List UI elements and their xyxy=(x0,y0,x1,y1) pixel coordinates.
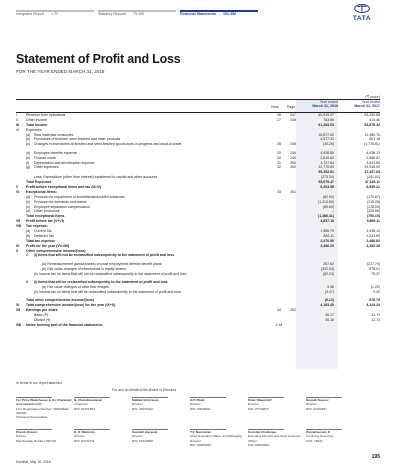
row-current-year: 55,352.81 xyxy=(318,170,334,175)
row-description: Total Income xyxy=(26,122,48,127)
row-note: 29 xyxy=(277,150,281,155)
row-description: Provision for impairment of investments/doubtful advances xyxy=(34,194,125,199)
row-current-year: 2,810.62 xyxy=(320,155,334,160)
row-description: Other provisions xyxy=(34,209,60,214)
row-description: Total other comprehensive income/(loss) xyxy=(26,298,95,303)
nav-item-financial-statements[interactable]: Financial Statements 191-356 xyxy=(180,12,237,16)
signatory xyxy=(306,398,362,411)
signatory-line2: Chief Executive Officer and Managing Director xyxy=(190,434,242,443)
row-note: 26 xyxy=(277,113,281,117)
signatory xyxy=(132,398,188,411)
signatory-line2: Director xyxy=(248,402,259,407)
row-previous-year: (1,778.51) xyxy=(364,142,380,147)
row-current-year: 35.17 xyxy=(325,312,334,317)
row-description: (a) Fair value changes of cash flow hedges xyxy=(42,284,109,289)
place-date: Mumbai, May 16, 2018 xyxy=(16,460,51,464)
row-current-year: 16,577.62 xyxy=(318,132,334,137)
row-number: X xyxy=(16,248,19,253)
row-number: IX xyxy=(16,243,20,248)
signatory-name: Pramit Jhaveri xyxy=(16,430,38,434)
row-current-year: (40.26) xyxy=(322,142,334,147)
row-current-year: 1,588.79 xyxy=(320,228,334,233)
row-description: Basic (₹) xyxy=(34,312,49,317)
row-previous-year: (115.28) xyxy=(367,199,380,204)
row-current-year: – xyxy=(332,209,334,214)
row-current-year: 4,163.45 xyxy=(320,303,334,308)
row-previous-year: 4,636.13 xyxy=(366,150,380,155)
row-current-year: 4,928.85 xyxy=(320,150,334,155)
row-page: 252 xyxy=(290,307,296,312)
row-sub-label: (g) xyxy=(26,165,31,170)
row-description: Other income xyxy=(26,117,48,122)
row-number: VI xyxy=(16,189,20,194)
row-sub-label: B xyxy=(26,280,29,284)
signatory xyxy=(16,398,72,419)
row-description: Employee separation compensation xyxy=(34,204,90,209)
column-header-note: Note xyxy=(271,105,279,109)
signatory-role: Membership Number 062700 xyxy=(16,438,57,443)
row-description: Total Expenses xyxy=(26,180,52,185)
row-description: (i) Items that will not be reclassified subsequently to the statement of profit and loss xyxy=(34,253,175,258)
row-note: 27 xyxy=(277,117,281,122)
statement-table xyxy=(16,113,380,328)
row-previous-year: 47,116.11 xyxy=(364,180,380,185)
row-number: III xyxy=(16,122,19,127)
row-description: Expenses: xyxy=(26,127,43,132)
row-number: I xyxy=(16,113,17,117)
row-previous-year: (235.56) xyxy=(366,209,380,214)
row-number: VII xyxy=(16,219,21,224)
signatory-line2: Partner xyxy=(16,434,27,439)
row-sub-label: (c) xyxy=(26,204,31,209)
page-subtitle: FOR THE YEAR ENDED MARCH 31, 2018 xyxy=(16,69,105,74)
page-number: 195 xyxy=(371,454,380,460)
row-description: Finance costs xyxy=(34,155,56,160)
row-sub-label: (b) xyxy=(26,137,31,142)
row-description: (ii) Income tax on items that will not be reclassified subsequently to the statement of profit and loss xyxy=(34,271,187,276)
signatory-line2: Chairman xyxy=(74,402,88,407)
row-description: Employee benefits expense xyxy=(34,150,77,155)
row-description: Total exceptional items xyxy=(26,214,65,219)
row-page: 247 xyxy=(290,113,296,117)
signatory-name: Mallika Srinivasan xyxy=(132,398,159,402)
signatory-name: O.P. Bhatt xyxy=(190,398,205,402)
row-previous-year: (217.79) xyxy=(366,261,380,266)
row-note: 28 xyxy=(277,142,281,147)
audit-report-note: In terms of our report attached xyxy=(16,381,62,385)
row-previous-year: (170.67) xyxy=(366,194,380,199)
table-row xyxy=(16,323,380,328)
signatory-role: DIN: 03083605 xyxy=(190,442,211,447)
row-previous-year: 53,675.32 xyxy=(364,122,380,127)
row-sub-label: (d) xyxy=(26,209,31,214)
row-number: V xyxy=(16,184,19,189)
row-note: 1-44 xyxy=(275,322,283,327)
tata-logo xyxy=(344,4,380,22)
row-previous-year: 676.79 xyxy=(369,298,380,303)
row-description: Profit for the year (VII-VIII) xyxy=(26,243,70,248)
row-page: 249 xyxy=(290,150,296,155)
signatory-line2: Director xyxy=(74,434,85,439)
signatory-line2: Director xyxy=(190,402,201,407)
row-description: Other expenses xyxy=(34,165,59,170)
row-description: Less: Expenditure (other than interest) transferred to capital and other accounts xyxy=(34,175,158,180)
row-previous-year: 24,948.00 xyxy=(364,165,380,170)
row-description: Notes forming part of the financial statements xyxy=(26,322,103,327)
row-previous-year: 2,668.52 xyxy=(366,155,380,160)
row-number: IV xyxy=(16,127,20,132)
row-description: Raw materials consumed xyxy=(34,132,74,137)
signatory-role: DIN: 00162957 xyxy=(306,406,327,411)
row-description: Profit before tax (V+VI) xyxy=(26,219,64,224)
row-previous-year: (700.10) xyxy=(366,214,380,219)
row-current-year: (62.92) xyxy=(322,194,334,199)
table-row xyxy=(16,272,380,280)
row-current-year: 6,203.56 xyxy=(320,184,334,189)
row-previous-year: 1,031.69 xyxy=(366,233,380,238)
signatory-name: Parvatheesam K xyxy=(306,430,331,434)
table-row xyxy=(16,290,380,298)
signatory-name: T.V. Narendran xyxy=(190,430,212,434)
row-description: (i) Items that will be reclassified subsequently to the statement of profit and loss xyxy=(34,280,168,284)
row-note: 32 xyxy=(277,165,281,170)
row-description: Earnings per share xyxy=(26,307,58,312)
row-sub-label: (e) xyxy=(26,155,31,160)
column-header-page: Page xyxy=(286,105,296,109)
row-previous-year: 6,559.21 xyxy=(366,184,380,189)
signatory-name: Peter Blauwhoff xyxy=(248,398,272,402)
row-number: XIII xyxy=(16,322,22,327)
row-current-year: 9.96 xyxy=(327,284,334,289)
page-title: Statement of Profit and Loss xyxy=(16,52,181,66)
row-previous-year: 3,392.28 xyxy=(366,243,380,248)
column-header-previous-year: Year ended March 31, 2017 xyxy=(354,100,380,109)
tata-logo-wordmark: TATA xyxy=(352,15,372,22)
signatory xyxy=(132,430,188,443)
report-navigation xyxy=(0,9,400,19)
row-sub-label: (b) xyxy=(26,199,31,204)
row-previous-year: 861.18 xyxy=(369,137,380,142)
signatory-line2: Executive Director and Chief Financial Officer xyxy=(248,434,301,443)
row-sub-label: (a) xyxy=(26,132,31,137)
row-current-year: 882.11 xyxy=(323,233,334,238)
row-page: 250 xyxy=(290,160,296,165)
signatory-role: DIN: 00121863 xyxy=(74,406,95,411)
row-note: 30 xyxy=(277,155,281,160)
row-sub-label: A xyxy=(26,253,29,258)
row-page: 251 xyxy=(290,189,296,194)
signatory-role: DIN: 00037022 xyxy=(132,406,153,411)
row-note: 34 xyxy=(277,307,281,312)
row-number: VIII xyxy=(16,224,22,229)
row-previous-year: (241.52) xyxy=(366,175,380,180)
row-previous-year: 414.46 xyxy=(369,117,380,122)
signatory-name: For Price Waterhouse & Co Chartered Accountants LLP xyxy=(16,398,72,407)
row-current-year: (82.24) xyxy=(322,271,334,276)
row-current-year: (1,213.80) xyxy=(318,199,334,204)
row-previous-year: 31.74 xyxy=(371,317,380,322)
row-current-year: (1,366.41) xyxy=(318,214,334,219)
nav-item-integrated-report[interactable]: Integrated Report 1-72 xyxy=(16,12,59,16)
row-current-year: 2,366.25 xyxy=(320,243,334,248)
row-current-year: 60,519.37 xyxy=(318,113,334,117)
row-page: 250 xyxy=(290,165,296,170)
signatory-name: D. K. Mehrotra xyxy=(74,430,96,434)
tata-logo-icon-svg xyxy=(354,4,370,13)
row-previous-year: 12,480.76 xyxy=(364,132,380,137)
row-description: Profit before exceptional items and tax (III-IV) xyxy=(26,184,102,189)
signatory xyxy=(16,430,72,443)
row-previous-year: 1,435.14 xyxy=(366,228,380,233)
row-current-year: (332.03) xyxy=(320,266,334,271)
signatory xyxy=(248,430,304,447)
row-previous-year: 31.74 xyxy=(371,312,380,317)
row-number: II xyxy=(16,117,18,122)
row-page: 248 xyxy=(290,117,296,122)
row-sub-label: (b) xyxy=(26,233,31,238)
signatory-role: Chartered Accountants xyxy=(16,415,48,420)
row-current-year: 3,727.84 xyxy=(320,160,334,165)
signatory-name: N. Chandrasekaran xyxy=(74,398,103,402)
row-current-year: (273.34) xyxy=(320,175,334,180)
row-description: Total comprehensive income/(loss) for the year (IX+X) xyxy=(26,303,116,308)
row-current-year: 35.16 xyxy=(325,317,334,322)
signatory-line2: Company Secretary xyxy=(306,434,334,439)
row-description: Changes in inventories of finished and semi-finished goods,work-in-progress and stock-in-trade xyxy=(34,142,182,147)
signatory-role: ACS: 15921 xyxy=(306,438,323,443)
signatory-role: DIN: 00548091 xyxy=(190,406,211,411)
table-row xyxy=(16,253,380,261)
row-description: Tax expense: xyxy=(26,224,48,229)
row-description: Total tax expense xyxy=(26,238,56,243)
row-note: 31 xyxy=(277,160,281,165)
row-description: Deferred Tax xyxy=(34,233,54,238)
signatory-line2: Firm Registration Number: 304026E/E-300009 xyxy=(16,406,70,415)
row-description: (a) Remeasurement gains/(losses) on post employment defined benefit plans xyxy=(42,261,162,266)
row-previous-year: (1.22) xyxy=(370,284,380,289)
row-previous-year: 0.42 xyxy=(373,289,380,294)
signatory xyxy=(306,430,362,443)
board-heading: For and on behalf of the Board of Directors xyxy=(112,388,177,392)
signatory-role: DIN: 07728872 xyxy=(248,406,269,411)
row-description: (ii) Income tax on items that will be reclassified subsequently to the statement of profit and loss xyxy=(34,289,181,294)
row-current-year: (89.69) xyxy=(322,204,334,209)
row-description: (b) Fair value changes of investments in equity shares xyxy=(42,266,126,271)
signatory xyxy=(248,398,304,411)
row-previous-year: 4,124.24 xyxy=(366,303,380,308)
row-description: Current Tax xyxy=(34,228,53,233)
row-sub-label: (a) xyxy=(26,194,31,199)
row-description: Other comprehensive income/(loss) xyxy=(26,248,86,253)
row-previous-year: 47,357.63 xyxy=(364,170,380,175)
signatory-role: DIN: 00004989 xyxy=(248,442,269,447)
signatory-name: Deepak Kapoor xyxy=(306,398,329,402)
row-current-year: 257.62 xyxy=(323,261,334,266)
signatory xyxy=(190,430,246,447)
row-page: 249 xyxy=(290,155,296,160)
row-previous-year: 878.01 xyxy=(369,266,380,271)
signatory xyxy=(74,430,130,443)
row-sub-label: (c) xyxy=(26,142,31,147)
row-previous-year: (178.59) xyxy=(366,204,380,209)
signatory-role: DIN: 00142711 xyxy=(74,438,95,443)
row-note: 33 xyxy=(277,189,281,194)
table-row xyxy=(16,142,380,150)
tata-logo-icon xyxy=(354,4,370,15)
row-current-year: (3.47) xyxy=(324,289,334,294)
row-description: Purchases of finished, semi-finished and other products xyxy=(34,137,121,142)
row-previous-year: 5,859.11 xyxy=(366,219,380,224)
signatory-line2: Director xyxy=(132,402,143,407)
row-previous-year: 3,541.55 xyxy=(366,160,380,165)
row-number: XI xyxy=(16,303,20,308)
row-sub-label: (a) xyxy=(26,228,31,233)
currency-unit: (₹ crore) xyxy=(365,95,380,99)
signatory-role: DIN: 02144558 xyxy=(132,438,153,443)
row-number: XII xyxy=(16,307,21,312)
signatory xyxy=(190,398,246,411)
signatory-line2: Director xyxy=(132,434,143,439)
row-description: Revenue from operations xyxy=(26,113,66,117)
signatory-line2: Director xyxy=(306,402,317,407)
row-sub-label: (f) xyxy=(26,160,30,165)
row-previous-year: 53,260.86 xyxy=(364,113,380,117)
row-current-year: (6.12) xyxy=(324,298,334,303)
signatory-name: Saurabh Agrawal xyxy=(132,430,158,434)
row-current-year: 61,283.03 xyxy=(318,122,334,127)
row-current-year: 55,079.47 xyxy=(318,180,334,185)
row-description: Provision for demands and claims xyxy=(34,199,87,204)
row-current-year: 4,837.15 xyxy=(320,219,334,224)
row-current-year: 22,770.83 xyxy=(318,165,334,170)
row-page: 248 xyxy=(290,142,296,147)
signatory xyxy=(74,398,130,411)
row-previous-year: 75.37 xyxy=(371,271,380,276)
row-current-year: 2,470.90 xyxy=(320,238,334,243)
nav-item-statutory-reports[interactable]: Statutory Reports 73-190 xyxy=(98,12,145,16)
row-description: Depreciation and amortisation expense xyxy=(34,160,95,165)
column-header-current-year: Year ended March 31, 2018 xyxy=(296,100,338,113)
row-previous-year: 2,466.83 xyxy=(366,238,380,243)
row-current-year: 4,577.31 xyxy=(320,137,334,142)
row-description: Diluted (₹) xyxy=(34,317,51,322)
signatory-name: Koushik Chatterjee xyxy=(248,430,277,434)
row-description: Exceptional Items: xyxy=(26,189,57,194)
row-sub-label: (d) xyxy=(26,150,31,155)
row-current-year: 763.66 xyxy=(323,117,334,122)
